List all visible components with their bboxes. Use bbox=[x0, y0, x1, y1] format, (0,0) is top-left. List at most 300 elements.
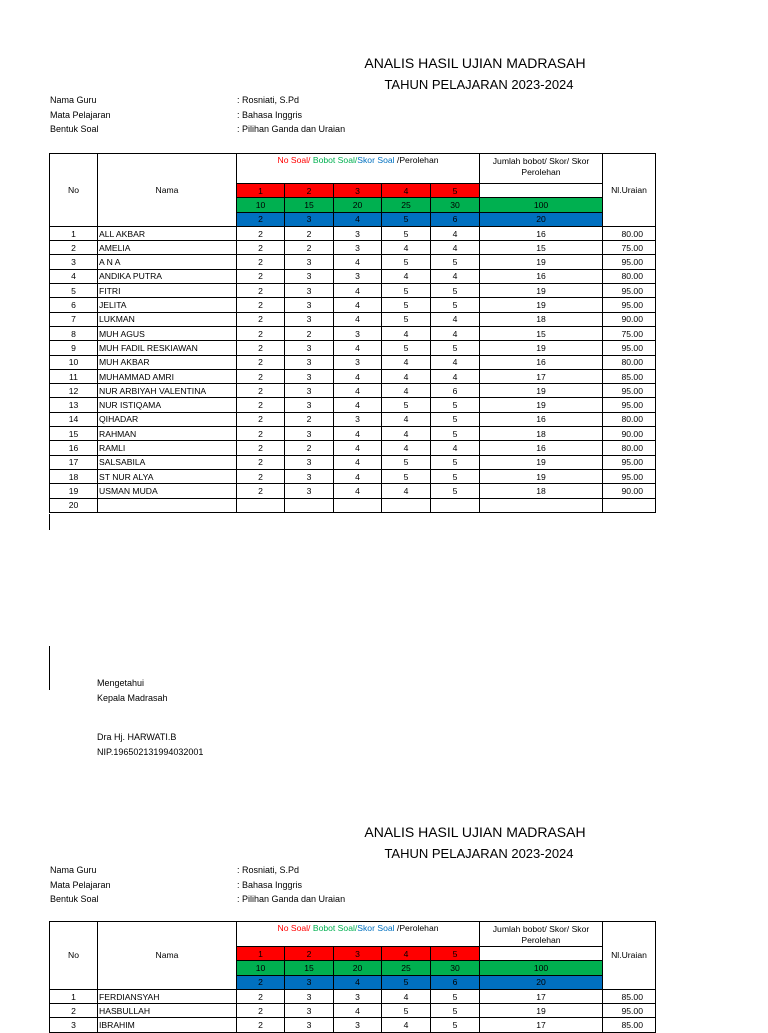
report-subtitle-2: TAHUN PELAJARAN 2023-2024 bbox=[384, 846, 574, 861]
row-score: 4 bbox=[431, 441, 480, 455]
row-no: 15 bbox=[50, 427, 98, 441]
row-no: 2 bbox=[50, 241, 98, 255]
row-score: 5 bbox=[382, 398, 431, 412]
column-line bbox=[49, 646, 50, 690]
row-score: 5 bbox=[382, 341, 431, 355]
total-skor-cell: 20 bbox=[480, 975, 603, 989]
row-nilai: 85.00 bbox=[603, 989, 656, 1003]
row-no: 7 bbox=[50, 312, 98, 326]
mapel-label: Mata Pelajaran bbox=[50, 110, 111, 120]
row-nama: FITRI bbox=[98, 284, 237, 298]
row-score: 5 bbox=[382, 226, 431, 240]
skor-cell: 5 bbox=[382, 212, 431, 226]
row-jumlah: 19 bbox=[480, 255, 603, 269]
key-no-soal: No Soal/ bbox=[277, 155, 311, 165]
row-score: 2 bbox=[285, 226, 334, 240]
row-score: 4 bbox=[382, 384, 431, 398]
row-score: 2 bbox=[285, 412, 334, 426]
no-soal-cell: 4 bbox=[382, 947, 431, 961]
table-row bbox=[50, 369, 656, 383]
row-score: 5 bbox=[431, 284, 480, 298]
nama-guru-value: : Rosniati, S.Pd bbox=[237, 95, 300, 105]
key-bobot: Bobot Soal/ bbox=[310, 923, 358, 933]
header-row bbox=[50, 154, 656, 184]
row-jumlah: 18 bbox=[480, 427, 603, 441]
row-nama: MUHAMMAD AMRI bbox=[98, 369, 237, 383]
bobot-cell: 15 bbox=[285, 961, 334, 975]
row-score: 5 bbox=[382, 298, 431, 312]
row-no: 8 bbox=[50, 326, 98, 340]
row-score: 2 bbox=[237, 241, 285, 255]
table-row bbox=[50, 384, 656, 398]
row-score: 4 bbox=[431, 326, 480, 340]
kepala-text: Kepala Madrasah bbox=[97, 693, 168, 703]
bobot-cell: 20 bbox=[334, 198, 382, 212]
row-nilai: 95.00 bbox=[603, 398, 656, 412]
row-nama: MUH AGUS bbox=[98, 326, 237, 340]
row-score: 5 bbox=[431, 1004, 480, 1018]
jumlah-blank bbox=[480, 184, 603, 198]
row-score: 2 bbox=[237, 355, 285, 369]
bobot-cell: 15 bbox=[285, 198, 334, 212]
row-jumlah: 19 bbox=[480, 1004, 603, 1018]
row-nama: RAHMAN bbox=[98, 427, 237, 441]
row-nama: RAMLI bbox=[98, 441, 237, 455]
row-score: 4 bbox=[334, 441, 382, 455]
skor-cell: 6 bbox=[431, 212, 480, 226]
row-nama: A N A bbox=[98, 255, 237, 269]
row-score: 6 bbox=[431, 384, 480, 398]
row-nilai: 80.00 bbox=[603, 355, 656, 369]
row-nilai: 85.00 bbox=[603, 369, 656, 383]
table-row bbox=[50, 989, 656, 1003]
row-nilai: 75.00 bbox=[603, 326, 656, 340]
nama-header: Nama bbox=[98, 922, 237, 990]
row-score: 2 bbox=[237, 226, 285, 240]
skor-cell: 2 bbox=[237, 975, 285, 989]
row-nilai: 95.00 bbox=[603, 341, 656, 355]
row-no: 6 bbox=[50, 298, 98, 312]
row-score: 2 bbox=[237, 326, 285, 340]
row-score: 4 bbox=[334, 1004, 382, 1018]
row-score: 5 bbox=[431, 1018, 480, 1032]
key-skor: Skor Soal bbox=[357, 923, 395, 933]
row-score bbox=[334, 498, 382, 512]
row-jumlah: 16 bbox=[480, 412, 603, 426]
score-table bbox=[49, 153, 656, 513]
skor-cell: 4 bbox=[334, 975, 382, 989]
row-no: 20 bbox=[50, 498, 98, 512]
row-nilai: 90.00 bbox=[603, 484, 656, 498]
column-line bbox=[49, 514, 50, 530]
row-no: 11 bbox=[50, 369, 98, 383]
skor-cell: 4 bbox=[334, 212, 382, 226]
table-row bbox=[50, 241, 656, 255]
row-score: 3 bbox=[285, 369, 334, 383]
row-nama: USMAN MUDA bbox=[98, 484, 237, 498]
no-header: No bbox=[50, 922, 98, 990]
row-nama: SALSABILA bbox=[98, 455, 237, 469]
table-row bbox=[50, 255, 656, 269]
table-row bbox=[50, 455, 656, 469]
row-nilai: 90.00 bbox=[603, 312, 656, 326]
row-score: 4 bbox=[431, 241, 480, 255]
signer-nip: NIP.196502131994032001 bbox=[97, 747, 204, 757]
row-score: 4 bbox=[382, 326, 431, 340]
row-nama: MUH FADIL RESKIAWAN bbox=[98, 341, 237, 355]
row-score: 5 bbox=[382, 255, 431, 269]
row-score: 4 bbox=[382, 1018, 431, 1032]
row-score: 4 bbox=[431, 369, 480, 383]
row-nama: FERDIANSYAH bbox=[98, 989, 237, 1003]
row-score: 3 bbox=[334, 241, 382, 255]
row-score: 3 bbox=[334, 355, 382, 369]
key-perolehan: /Perolehan bbox=[394, 155, 439, 165]
row-score: 2 bbox=[237, 312, 285, 326]
table-row bbox=[50, 498, 656, 512]
row-nama: ST NUR ALYA bbox=[98, 469, 237, 483]
skor-cell: 3 bbox=[285, 212, 334, 226]
jumlah-header: Jumlah bobot/ Skor/ Skor Perolehan bbox=[480, 922, 603, 947]
row-score: 3 bbox=[285, 989, 334, 1003]
row-jumlah: 16 bbox=[480, 355, 603, 369]
row-score: 5 bbox=[431, 427, 480, 441]
row-score: 3 bbox=[285, 269, 334, 283]
table-row bbox=[50, 398, 656, 412]
row-no: 4 bbox=[50, 269, 98, 283]
row-score: 3 bbox=[285, 1018, 334, 1032]
row-nilai: 80.00 bbox=[603, 412, 656, 426]
row-score: 2 bbox=[237, 269, 285, 283]
table-row bbox=[50, 312, 656, 326]
row-jumlah: 19 bbox=[480, 469, 603, 483]
row-no: 3 bbox=[50, 255, 98, 269]
row-no: 1 bbox=[50, 226, 98, 240]
row-score: 5 bbox=[431, 989, 480, 1003]
skor-cell: 2 bbox=[237, 212, 285, 226]
bentuk-label: Bentuk Soal bbox=[50, 124, 99, 134]
row-score: 4 bbox=[382, 355, 431, 369]
table-row bbox=[50, 284, 656, 298]
row-score: 4 bbox=[431, 226, 480, 240]
no-soal-cell: 4 bbox=[382, 184, 431, 198]
row-score: 4 bbox=[334, 298, 382, 312]
nama-guru-value: : Rosniati, S.Pd bbox=[237, 865, 300, 875]
row-nilai: 95.00 bbox=[603, 469, 656, 483]
row-no: 19 bbox=[50, 484, 98, 498]
bobot-cell: 10 bbox=[237, 961, 285, 975]
row-nilai bbox=[603, 498, 656, 512]
row-score: 4 bbox=[334, 369, 382, 383]
row-no: 12 bbox=[50, 384, 98, 398]
row-score: 2 bbox=[237, 384, 285, 398]
row-no: 18 bbox=[50, 469, 98, 483]
row-score: 2 bbox=[237, 989, 285, 1003]
row-jumlah: 18 bbox=[480, 484, 603, 498]
row-score: 5 bbox=[431, 298, 480, 312]
row-no: 2 bbox=[50, 1004, 98, 1018]
row-score: 4 bbox=[334, 284, 382, 298]
table-row bbox=[50, 269, 656, 283]
signature-block bbox=[97, 676, 203, 760]
jumlah-header: Jumlah bobot/ Skor/ Skor Perolehan bbox=[480, 154, 603, 184]
row-score: 4 bbox=[334, 384, 382, 398]
row-score: 4 bbox=[431, 312, 480, 326]
row-score: 5 bbox=[382, 469, 431, 483]
row-score: 2 bbox=[237, 455, 285, 469]
row-score: 2 bbox=[237, 412, 285, 426]
row-score: 2 bbox=[237, 298, 285, 312]
row-no: 3 bbox=[50, 1018, 98, 1032]
row-no: 1 bbox=[50, 989, 98, 1003]
skor-cell: 6 bbox=[431, 975, 480, 989]
row-score: 4 bbox=[334, 484, 382, 498]
row-score: 3 bbox=[285, 341, 334, 355]
row-nama: QIHADAR bbox=[98, 412, 237, 426]
nama-guru-label: Nama Guru bbox=[50, 865, 97, 875]
row-score bbox=[431, 498, 480, 512]
row-score: 3 bbox=[285, 484, 334, 498]
row-jumlah bbox=[480, 498, 603, 512]
key-header bbox=[237, 922, 480, 947]
row-jumlah: 19 bbox=[480, 455, 603, 469]
row-score: 4 bbox=[334, 427, 382, 441]
row-nama: HASBULLAH bbox=[98, 1004, 237, 1018]
row-nama: AMELIA bbox=[98, 241, 237, 255]
nilai-header: Nl.Uraian bbox=[603, 154, 656, 227]
row-score: 5 bbox=[431, 255, 480, 269]
row-score: 4 bbox=[334, 255, 382, 269]
table-row bbox=[50, 484, 656, 498]
row-score: 3 bbox=[334, 1018, 382, 1032]
table-row bbox=[50, 469, 656, 483]
row-score: 5 bbox=[431, 398, 480, 412]
row-nilai: 95.00 bbox=[603, 455, 656, 469]
row-jumlah: 17 bbox=[480, 1018, 603, 1032]
row-score: 4 bbox=[382, 241, 431, 255]
row-nama: JELITA bbox=[98, 298, 237, 312]
row-score: 3 bbox=[285, 312, 334, 326]
row-score: 2 bbox=[237, 255, 285, 269]
row-score: 5 bbox=[431, 455, 480, 469]
row-no: 5 bbox=[50, 284, 98, 298]
row-score: 2 bbox=[285, 441, 334, 455]
bobot-cell: 30 bbox=[431, 961, 480, 975]
table-row bbox=[50, 427, 656, 441]
row-jumlah: 16 bbox=[480, 269, 603, 283]
skor-cell: 5 bbox=[382, 975, 431, 989]
row-score: 3 bbox=[334, 989, 382, 1003]
signer-name: Dra Hj. HARWATI.B bbox=[97, 732, 177, 742]
row-jumlah: 19 bbox=[480, 298, 603, 312]
bentuk-value: : Pilihan Ganda dan Uraian bbox=[237, 894, 346, 904]
row-nilai: 85.00 bbox=[603, 1018, 656, 1032]
no-soal-cell: 1 bbox=[237, 947, 285, 961]
row-score: 3 bbox=[285, 469, 334, 483]
row-jumlah: 16 bbox=[480, 226, 603, 240]
row-score: 4 bbox=[334, 312, 382, 326]
row-score bbox=[285, 498, 334, 512]
row-jumlah: 19 bbox=[480, 341, 603, 355]
row-score: 2 bbox=[285, 326, 334, 340]
nama-guru-label: Nama Guru bbox=[50, 95, 97, 105]
row-nilai: 80.00 bbox=[603, 269, 656, 283]
row-score: 2 bbox=[237, 1004, 285, 1018]
row-no: 17 bbox=[50, 455, 98, 469]
row-jumlah: 19 bbox=[480, 384, 603, 398]
row-score bbox=[237, 498, 285, 512]
no-soal-cell: 2 bbox=[285, 947, 334, 961]
row-score: 4 bbox=[334, 341, 382, 355]
row-no: 14 bbox=[50, 412, 98, 426]
row-score: 2 bbox=[237, 398, 285, 412]
row-score: 5 bbox=[382, 1004, 431, 1018]
row-jumlah: 16 bbox=[480, 441, 603, 455]
row-nilai: 90.00 bbox=[603, 427, 656, 441]
row-jumlah: 18 bbox=[480, 312, 603, 326]
no-soal-cell: 2 bbox=[285, 184, 334, 198]
row-score: 4 bbox=[334, 398, 382, 412]
key-header bbox=[237, 154, 480, 184]
row-score: 2 bbox=[237, 484, 285, 498]
report-title: ANALIS HASIL UJIAN MADRASAH bbox=[364, 55, 586, 71]
row-score: 3 bbox=[334, 326, 382, 340]
table-row bbox=[50, 341, 656, 355]
no-soal-cell: 1 bbox=[237, 184, 285, 198]
row-nama: MUH AKBAR bbox=[98, 355, 237, 369]
row-score: 4 bbox=[382, 989, 431, 1003]
bentuk-value: : Pilihan Ganda dan Uraian bbox=[237, 124, 346, 134]
bentuk-label: Bentuk Soal bbox=[50, 894, 99, 904]
row-score: 5 bbox=[431, 412, 480, 426]
row-nama: IBRAHIM bbox=[98, 1018, 237, 1032]
row-jumlah: 19 bbox=[480, 284, 603, 298]
row-score: 5 bbox=[382, 455, 431, 469]
row-jumlah: 15 bbox=[480, 241, 603, 255]
row-score: 3 bbox=[334, 269, 382, 283]
row-score: 4 bbox=[382, 412, 431, 426]
no-soal-cell: 3 bbox=[334, 184, 382, 198]
row-jumlah: 17 bbox=[480, 989, 603, 1003]
row-nilai: 95.00 bbox=[603, 284, 656, 298]
row-score: 3 bbox=[285, 284, 334, 298]
no-soal-cell: 3 bbox=[334, 947, 382, 961]
row-score: 3 bbox=[334, 412, 382, 426]
row-score: 2 bbox=[237, 1018, 285, 1032]
row-score bbox=[382, 498, 431, 512]
row-score: 2 bbox=[237, 341, 285, 355]
row-score: 4 bbox=[382, 484, 431, 498]
row-score: 4 bbox=[382, 427, 431, 441]
row-score: 2 bbox=[237, 469, 285, 483]
row-score: 2 bbox=[237, 441, 285, 455]
row-score: 4 bbox=[334, 469, 382, 483]
bobot-cell: 20 bbox=[334, 961, 382, 975]
bobot-cell: 25 bbox=[382, 961, 431, 975]
row-jumlah: 15 bbox=[480, 326, 603, 340]
row-score: 2 bbox=[237, 369, 285, 383]
table-row bbox=[50, 441, 656, 455]
row-score: 5 bbox=[431, 341, 480, 355]
row-score: 5 bbox=[382, 284, 431, 298]
total-bobot-cell: 100 bbox=[480, 198, 603, 212]
report-title-2: ANALIS HASIL UJIAN MADRASAH bbox=[364, 824, 586, 840]
row-score: 2 bbox=[237, 427, 285, 441]
row-nilai: 75.00 bbox=[603, 241, 656, 255]
row-score: 3 bbox=[285, 1004, 334, 1018]
row-no: 10 bbox=[50, 355, 98, 369]
row-nama: NUR ARBIYAH VALENTINA bbox=[98, 384, 237, 398]
table-row bbox=[50, 1004, 656, 1018]
row-no: 9 bbox=[50, 341, 98, 355]
bobot-cell: 30 bbox=[431, 198, 480, 212]
total-skor-cell: 20 bbox=[480, 212, 603, 226]
row-score: 5 bbox=[431, 484, 480, 498]
row-nama: ALL AKBAR bbox=[98, 226, 237, 240]
row-score: 4 bbox=[431, 355, 480, 369]
row-nama bbox=[98, 498, 237, 512]
table-row bbox=[50, 412, 656, 426]
row-score: 3 bbox=[285, 355, 334, 369]
bobot-cell: 25 bbox=[382, 198, 431, 212]
row-nilai: 95.00 bbox=[603, 1004, 656, 1018]
row-jumlah: 17 bbox=[480, 369, 603, 383]
no-soal-cell: 5 bbox=[431, 184, 480, 198]
row-score: 3 bbox=[285, 384, 334, 398]
row-nilai: 80.00 bbox=[603, 441, 656, 455]
nama-header: Nama bbox=[98, 154, 237, 227]
row-nilai: 95.00 bbox=[603, 384, 656, 398]
row-no: 16 bbox=[50, 441, 98, 455]
skor-cell: 3 bbox=[285, 975, 334, 989]
score-table-2 bbox=[49, 921, 656, 1033]
row-score: 3 bbox=[285, 398, 334, 412]
mengetahui-text: Mengetahui bbox=[97, 678, 145, 688]
row-score: 4 bbox=[334, 455, 382, 469]
row-score: 3 bbox=[285, 298, 334, 312]
table-row bbox=[50, 1018, 656, 1032]
total-bobot-cell: 100 bbox=[480, 961, 603, 975]
row-score: 5 bbox=[431, 469, 480, 483]
key-no-soal: No Soal/ bbox=[277, 923, 311, 933]
row-score: 3 bbox=[285, 455, 334, 469]
report-subtitle: TAHUN PELAJARAN 2023-2024 bbox=[384, 77, 574, 92]
row-score: 4 bbox=[382, 269, 431, 283]
row-score: 3 bbox=[285, 427, 334, 441]
row-nilai: 95.00 bbox=[603, 298, 656, 312]
row-score: 2 bbox=[237, 284, 285, 298]
row-jumlah: 19 bbox=[480, 398, 603, 412]
table-row bbox=[50, 226, 656, 240]
key-bobot: Bobot Soal/ bbox=[310, 155, 358, 165]
nilai-header: Nl.Uraian bbox=[603, 922, 656, 990]
table-row bbox=[50, 326, 656, 340]
header-row bbox=[50, 922, 656, 947]
key-skor: Skor Soal bbox=[357, 155, 395, 165]
bobot-cell: 10 bbox=[237, 198, 285, 212]
no-header: No bbox=[50, 154, 98, 227]
key-perolehan: /Perolehan bbox=[394, 923, 439, 933]
mapel-label: Mata Pelajaran bbox=[50, 880, 111, 890]
row-nilai: 95.00 bbox=[603, 255, 656, 269]
jumlah-blank bbox=[480, 947, 603, 961]
row-score: 5 bbox=[382, 312, 431, 326]
row-nama: ANDIKA PUTRA bbox=[98, 269, 237, 283]
row-score: 4 bbox=[382, 369, 431, 383]
table-row bbox=[50, 355, 656, 369]
row-score: 4 bbox=[382, 441, 431, 455]
row-score: 4 bbox=[431, 269, 480, 283]
